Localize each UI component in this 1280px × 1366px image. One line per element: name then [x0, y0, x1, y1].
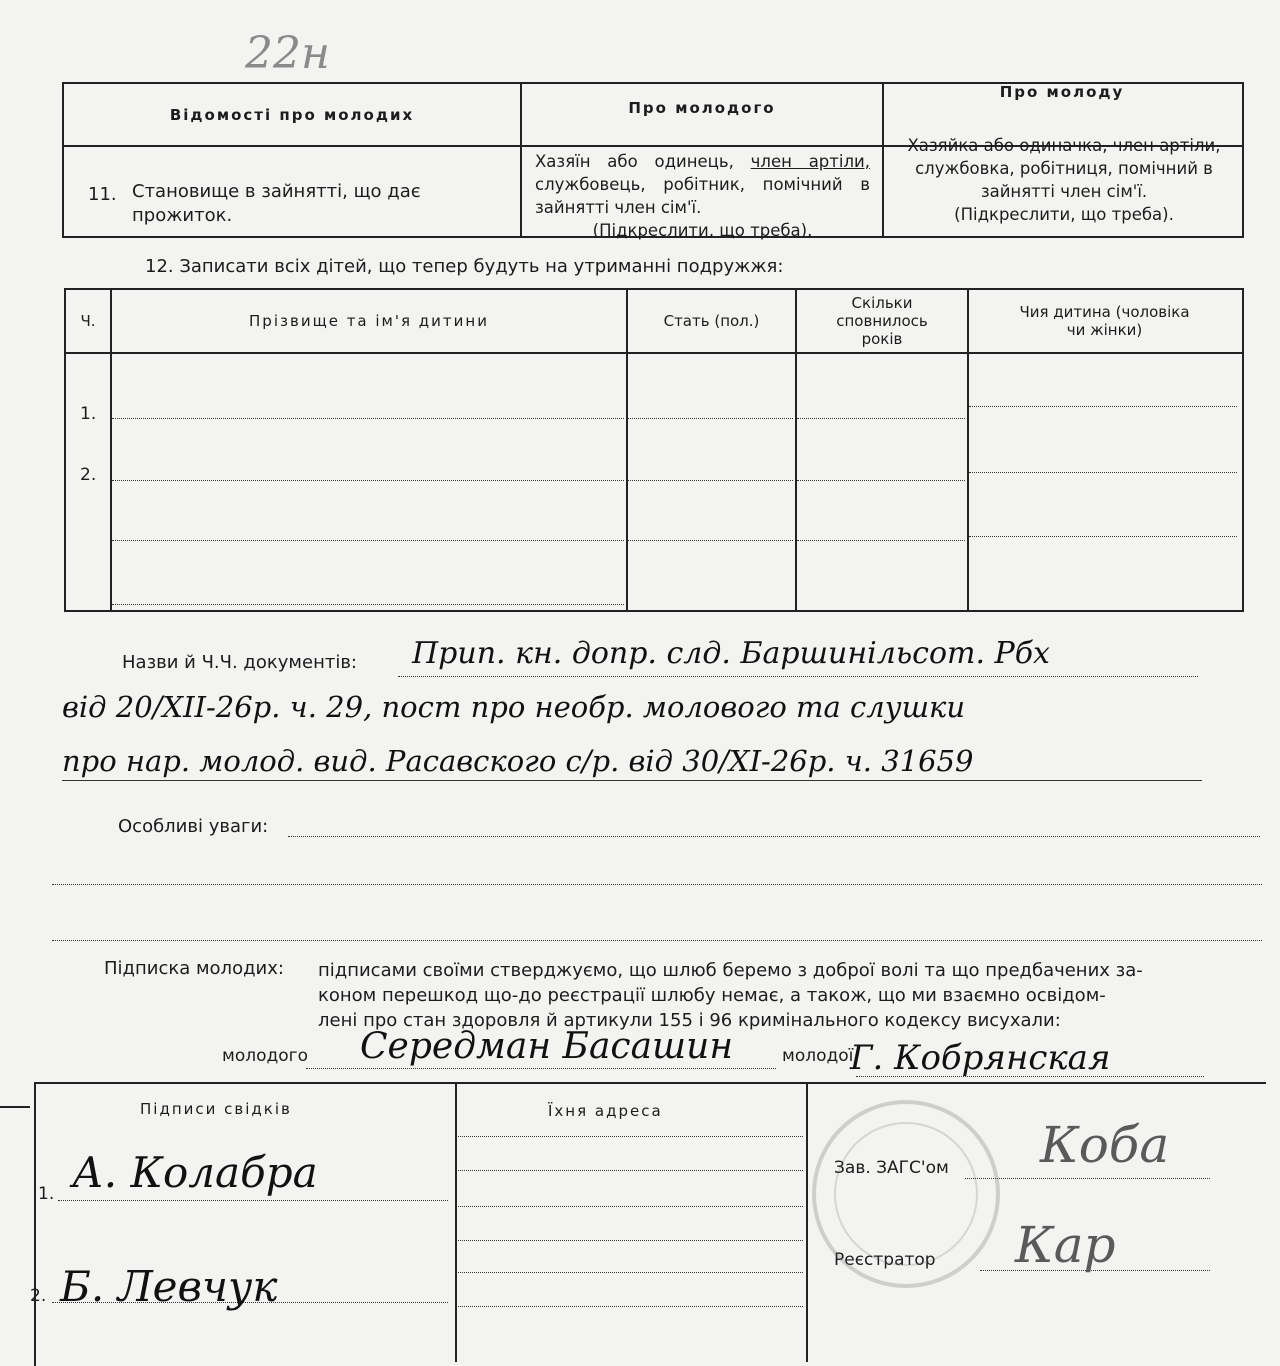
groom-signature-label: молодого	[222, 1046, 308, 1066]
witness-1-number: 1.	[38, 1184, 55, 1204]
child-row-2-number: 2.	[80, 465, 97, 485]
documents-label: Назви й Ч.Ч. документів:	[122, 652, 357, 673]
registrar-label: Реєстратор	[834, 1250, 936, 1270]
header-bride: Про молоду	[999, 83, 1125, 101]
declaration-label: Підписка молодих:	[104, 958, 284, 979]
remarks-label: Особливі уваги:	[118, 816, 269, 837]
col-num: Ч.	[80, 312, 96, 330]
witness-2-number: 2.	[30, 1286, 47, 1306]
documents-handwritten-line-1: Прип. кн. допр. слд. Баршинільсот. Рбх	[412, 636, 1050, 671]
groom-note: (Підкреслити, що треба).	[592, 221, 813, 240]
witness-address-header: Їхня адреса	[548, 1102, 663, 1120]
page-number-mark: 22н	[245, 28, 330, 79]
children-heading: 12. Записати всіх дітей, що тепер будуть на утриманні подружжя:	[145, 256, 784, 277]
bride-signature-label: молодої	[782, 1046, 854, 1066]
row-11-number: 11.	[88, 184, 117, 205]
row-11-label: Становище в зайнятті, що дає прожиток.	[132, 181, 421, 226]
declaration-text-cont: коном перешкод що-до реєстрації шлюбу немає, а також, що ми взаємно освідом- лені про стан здоровля й артикули 155 і 96 кримінального кодексу висухали:	[318, 985, 1106, 1031]
header-groom: Про молодого	[628, 99, 776, 117]
bride-employment-options: Хазяйка або одиначка, член артіли, службовка, робітниця, помічний в зайнятті член сім'ї. (Підкреслити, що треба).	[895, 134, 1233, 226]
witness-2-signature: Б. Левчук	[60, 1262, 278, 1311]
col-name: Прізвище та ім'я дитини	[249, 312, 489, 330]
margin-mark	[0, 1106, 30, 1108]
col-whose: Чия дитина (чоловіка чи жінки)	[1019, 303, 1190, 339]
witness-signatures-header: Підписи свідків	[140, 1100, 292, 1118]
official-stamp	[812, 1100, 1000, 1288]
witness-1-signature: А. Колабра	[72, 1148, 318, 1197]
groom-employment-options: Хазяїн або одинець, член артіли, службовець, робітник, помічний в зайнятті член сім'ї. (Підкреслити, що треба).	[535, 152, 870, 240]
col-sex: Стать (пол.)	[663, 312, 760, 330]
child-row-1-number: 1.	[80, 404, 97, 424]
col-age: Скільки сповнилось років	[836, 294, 928, 348]
zags-head-signature: Коба	[1040, 1116, 1170, 1174]
registrar-signature: Кар	[1015, 1216, 1116, 1274]
documents-handwritten-line-3: про нар. молод. вид. Расавского с/р. від 30/XI-26р. ч. 31659	[62, 744, 974, 778]
groom-signature: Середман Басашин	[360, 1026, 734, 1067]
declaration-text: підписами своїми стверджуємо, що шлюб беремо з доброї волі та що предбачених за-	[318, 960, 1143, 981]
bride-signature: Г. Кобрянская	[850, 1038, 1111, 1078]
documents-handwritten-line-2: від 20/XII-26р. ч. 29, пост про необр. молового та слушки	[62, 690, 966, 724]
groom-underlined-option: член артіли,	[750, 152, 870, 171]
zags-head-label: Зав. ЗАГС'ом	[834, 1158, 949, 1178]
bride-note: (Підкреслити, що треба).	[954, 205, 1174, 224]
header-info: Відомості про молодих	[169, 106, 415, 124]
